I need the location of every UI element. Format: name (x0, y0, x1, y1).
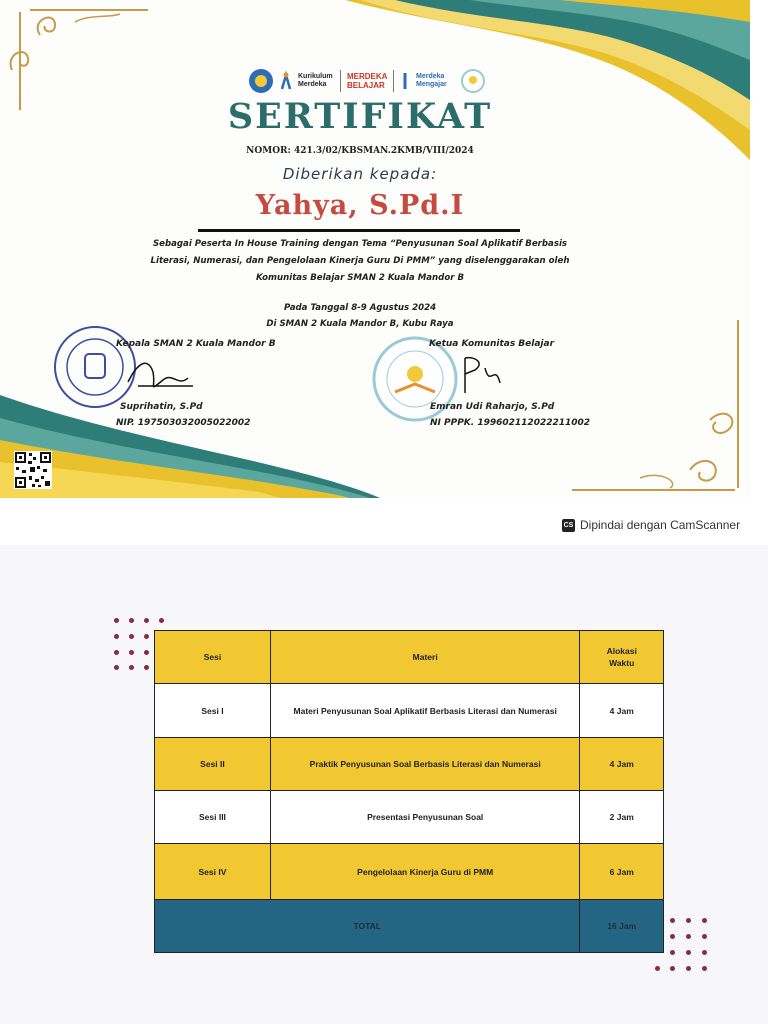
total-value: 16 Jam (580, 900, 664, 953)
cell-waktu: 2 Jam (580, 791, 664, 844)
certificate-description (120, 236, 600, 287)
description-line: Sebagai Peserta In House Training dengan Tema “Penyusunan Soal Aplikatif Berbasis (152, 239, 568, 249)
certificate-number: NOMOR: 421.3/02/KBSMAN.2KMB/VIII/2024 (246, 146, 474, 156)
table-header-row (155, 631, 664, 684)
cell-sesi: Sesi IV (155, 844, 271, 900)
cell-sesi: Sesi I (155, 684, 271, 738)
cell-sesi: Sesi II (155, 738, 271, 791)
principal-nip: NIP. 197503032005022002 (116, 418, 251, 428)
kurikulum-merdeka-icon (280, 71, 292, 91)
certificate-title: SERTIFIKAT (227, 96, 493, 137)
cell-materi: Presentasi Penyusunan Soal (270, 791, 580, 844)
principal-role: Kepala SMAN 2 Kuala Mandor B (116, 339, 276, 349)
cell-materi-text: Materi Penyusunan Soal Aplikatif Berbasis Literasi dan Numerasi (293, 705, 557, 716)
table-row (155, 791, 664, 844)
header-alokasi-waktu (580, 631, 664, 684)
camscanner-watermark (562, 512, 740, 538)
community-lead-name: Emran Udi Raharjo, S.Pd (430, 402, 555, 412)
header-alokasi-waktu-text: Alokasi Waktu (606, 646, 637, 668)
certificate (0, 0, 750, 498)
given-to-label: Diberikan kepada: (282, 165, 438, 183)
community-lead-role: Ketua Komunitas Belajar (429, 339, 555, 349)
merdeka-belajar-logo: MERDEKA BELAJAR (347, 72, 388, 90)
community-lead-nip: NI PPPK. 199602112022211002 (430, 418, 591, 428)
merdeka-mengajar-icon (400, 71, 410, 91)
event-date: Pada Tanggal 8-9 Agustus 2024 (283, 303, 437, 313)
tut-wuri-handayani-logo (248, 68, 274, 94)
camscanner-icon: CS (562, 519, 575, 532)
description-line: Komunitas Belajar SMAN 2 Kuala Mandor B (255, 273, 465, 283)
camscanner-label: Dipindai dengan CamScanner (580, 518, 741, 532)
community-lead-signature (445, 348, 515, 404)
logo-separator (340, 70, 341, 92)
cell-sesi: Sesi III (155, 791, 271, 844)
table-total-row (155, 900, 664, 953)
cell-materi: Praktik Penyusunan Soal Berbasis Literasi dan Numerasi (270, 738, 580, 791)
recipient-underline (198, 229, 520, 232)
event-place: Di SMAN 2 Kuala Mandor B, Kubu Raya (266, 319, 454, 329)
merdeka-mengajar-logo: Merdeka Mengajar (416, 73, 447, 88)
header-sesi: Sesi (155, 631, 271, 684)
total-label: TOTAL (155, 900, 580, 953)
logo-separator (393, 70, 394, 92)
logo-row (248, 66, 486, 96)
qr-code (14, 451, 52, 489)
principal-signature (118, 352, 198, 398)
cell-waktu: 4 Jam (580, 684, 664, 738)
header-materi: Materi (270, 631, 580, 684)
table-row (155, 684, 664, 738)
komunitas-belajar-small-logo (460, 68, 486, 94)
cell-waktu: 4 Jam (580, 738, 664, 791)
cell-materi: Pengelolaan Kinerja Guru di PMM (270, 844, 580, 900)
cell-waktu: 6 Jam (580, 844, 664, 900)
cell-materi (270, 684, 580, 738)
description-line: Literasi, Numerasi, dan Pengelolaan Kinerja Guru Di PMM” yang diselenggarakan oleh (150, 256, 570, 266)
table-row (155, 844, 664, 900)
principal-name: Suprihatin, S.Pd (120, 402, 203, 412)
kurikulum-merdeka-logo: Kurikulum Merdeka (298, 73, 333, 88)
table-row (155, 738, 664, 791)
recipient-name: Yahya, S.Pd.I (255, 190, 465, 221)
schedule-table (154, 630, 664, 953)
